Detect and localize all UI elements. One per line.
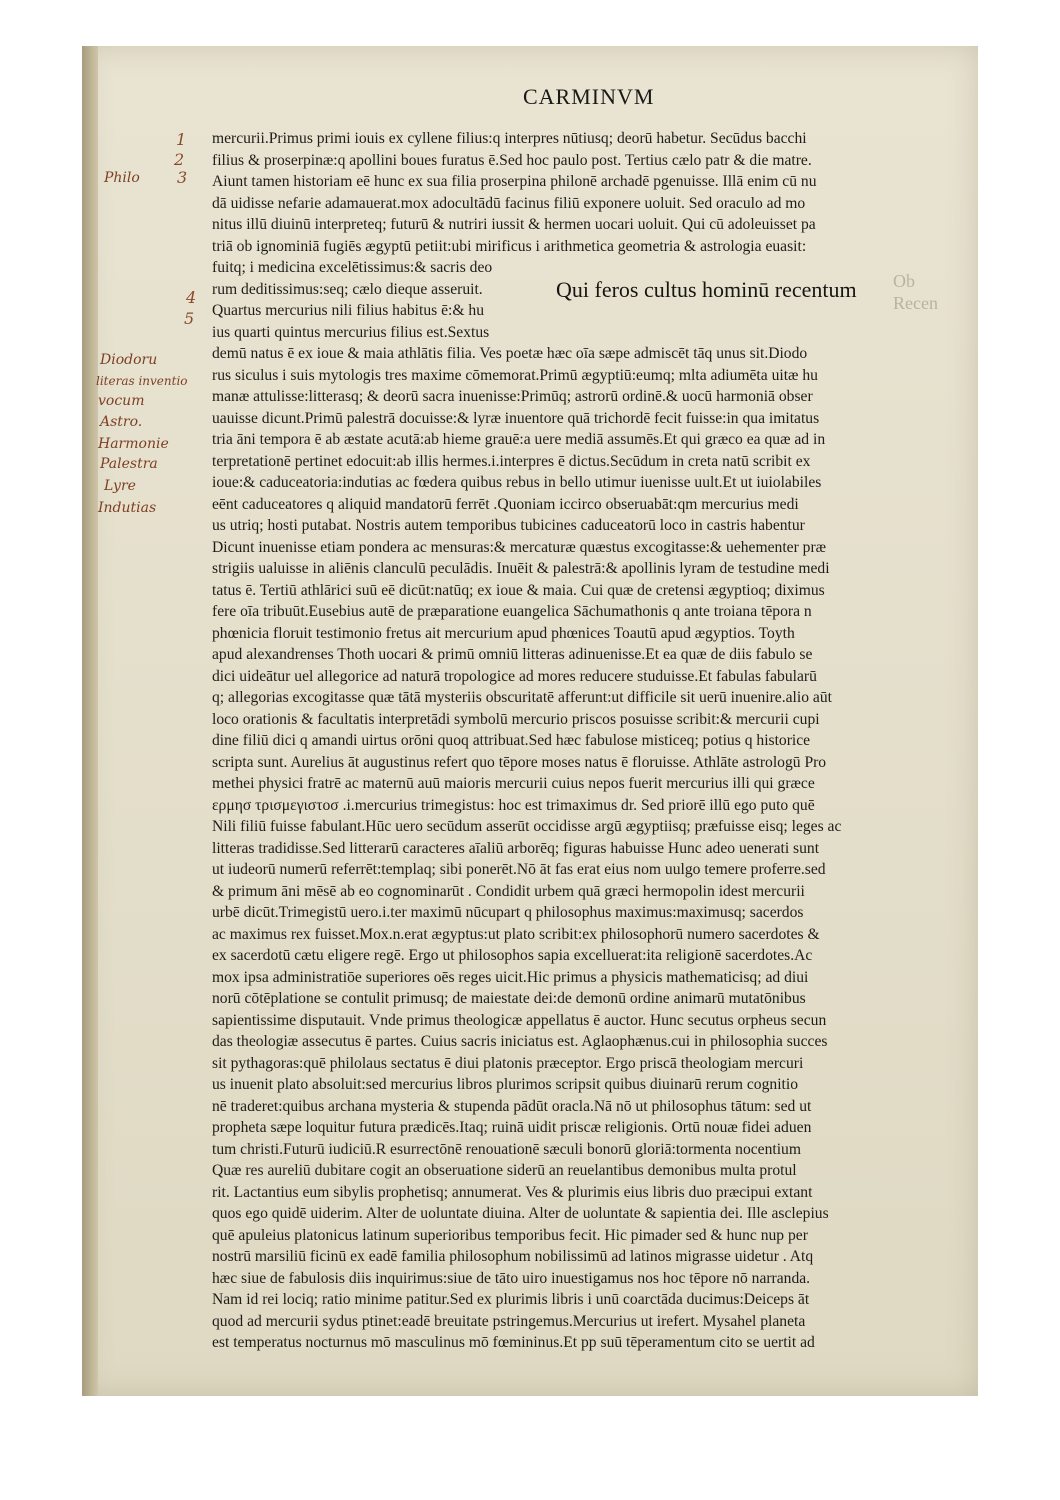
text-line: hæc siue de fabulosis diis inquirimus:siue de tāto uiro inuestigamus nos hoc tēpore nō narranda.	[212, 1269, 811, 1287]
text-line: est temperatus nocturnus mō masculinus mō fœmininus.Et pp suū tēperamentum cito se uertit ad	[212, 1334, 815, 1351]
text-line: fere oīa tribuūt.Eusebius autē de præparatione euangelica Sāchumathonis q ante troiana tēpora n	[212, 603, 812, 620]
text-line: urbē dicūt.Trimegistū uero.i.ter maximū nūcupart q philosophus maximus:maximusq; sacerdos	[212, 904, 804, 921]
text-line: tum christi.Futurū iudiciū.R esurrectōnē renouationē sæculi bonorū gloriā:tormenta nocentium	[212, 1140, 801, 1158]
text-line: nitus illū diuinū interpreteq; futurū & nutriri iussit & hermen uocari uoluit. Qui cū adoleuisset pa	[212, 216, 816, 233]
text-line: phœnicia floruit testimonio fretus ait mercurium apud phœnices Toautū apud ægyptios. Toyth	[212, 624, 795, 642]
text-line: & primum āni mēsē ab eo cognominarūt . Condidit urbem quā græci hermopolin idest mercurii	[212, 882, 805, 900]
text-line: litteras tradidisse.Sed litterarū caracteres aīaliū arborēq; figuras habuisse Hunc adeo uenerati sunt	[212, 839, 820, 857]
text-line: triā ob ignominiā fugiēs ægyptū petiit:ubi mirificus i arithmetica geometria & astrologia euasit:	[212, 237, 807, 255]
text-line: rit. Lactantius eum sibylis prophetisq; annumerat. Ves & plurimis eius libris duo præcipui extant	[212, 1183, 813, 1201]
text-line: sapientissime disputauit. Vnde primus theologicæ appellatus ē auctor. Hunc secutus orpheus secun	[212, 1011, 827, 1029]
text-line: methei physici fratrē ac maternū auū maioris mercurii cuius nepos fuerit mercurius illi qui græce	[212, 775, 815, 792]
margin-note: Philo	[104, 170, 140, 186]
text-line: rus siculus i suis mytologis tres maxime cōmemorat.Primū ægyptiū:eumq; mlta adiumēta uitæ hu	[212, 366, 818, 384]
text-line: strigiis ualuisse in aliēnis clanculū peculādis. Inuēit & palestrā:& apollinis lyram de testudine medi	[212, 560, 830, 577]
text-line: dici uideātur uel allegorice ad naturā tropologice ad mores reducere studuisse.Et fabulas fabularū	[212, 667, 817, 685]
text-line: quod ad mercurii sydus ptinet:eadē breuitate pstringemus.Mercurius ut irefert. Mysahel planeta	[212, 1312, 806, 1330]
margin-note: vocum	[98, 393, 145, 409]
text-line: das theologiæ assecutus ē partes. Cuius sacris iniciatus est. Aglaophænus.cui in philosophia succes	[212, 1033, 828, 1050]
text-line: rum deditissimus:seq; cælo dieque asseruit.	[212, 280, 483, 298]
text-line: Dicunt inuenisse etiam pondera ac mensuras:& mercaturæ quæstus excogitasse:& uehementer præ	[212, 538, 827, 556]
text-line: Aiunt tamen historiam eē hunc ex sua filia proserpina philonē archadē pgenuisse. Illā enim cū nu	[212, 173, 817, 190]
text-line: dā uidisse nefarie adamauerat.mox adocultādū facinus filiū exponere uoluit. Sed oraculo ad mo	[212, 194, 806, 212]
margin-note: Diodoru	[100, 352, 158, 368]
text-line: us utriq; hosti putabat. Nostris autem temporibus tubicines caduceatorū loco in castris habentur	[212, 517, 805, 534]
text-line: apud alexandrenses Thoth uocari & primū omniū litteras adinuenisse.Et ea quæ de diis fabulo se	[212, 646, 813, 663]
section-heading: Qui feros cultus hominū recentum	[556, 277, 857, 302]
text-line: Quæ res aureliū dubitare cogit an obseruatione siderū an reuelantibus demonibus multa protul	[212, 1162, 797, 1179]
text-line: tria āni tempora ē ab æstate acutā:ab hieme grauē:a uere mediā assumēs.Et qui græco ea quæ ad in	[212, 431, 826, 448]
margin-number: 1	[176, 130, 187, 149]
text-line: norū cōtēplatione se contulit primusq; de maiestate dei:de demonū ordine animarū mutatōnibus	[212, 990, 806, 1007]
body-text	[212, 128, 938, 1354]
text-line: scripta sunt. Aurelius āt augustinus refert quo tēpore moses natus ē floruisse. Athlāte astrologū Pro	[212, 753, 827, 771]
text-line: dine filiū dici q amandi uirtus orōni quoq attribuat.Sed hæc fabulose misticeq; potius q historice	[212, 732, 811, 749]
bleed-through-text: Ob Recen	[893, 271, 938, 313]
text-line: nē traderet:quibus archana mysteria & stupenda pādūt oracla.Nā nō ut philosophus tātum: sed ut	[212, 1097, 812, 1115]
text-line: propheta sæpe loquitur futura prædicēs.Itaq; ruinā uidit priscæ religionis. Ortū nouæ fidei aduen	[212, 1119, 812, 1136]
text-line: manæ attulisse:litterasq; & deorū sacra inuenisse:Primūq; astrorū ordinē.& uocū harmoniā obser	[212, 388, 813, 405]
margin-note: literas inventio	[96, 374, 188, 388]
text-line: mox ipsa administratiōe superiores oēs reges uicit.Hic primus a physicis mathematicisq; ad diui	[212, 968, 809, 986]
text-line: ac maximus rex fuisset.Mox.n.erat ægyptus:ut plato scribit:ex philosophorū numero sacerdotes &	[212, 925, 820, 943]
text-line: us inuenit plato absoluit:sed mercurius libros plurimos scripsit quibus diuinarū rerum cognitio	[212, 1076, 798, 1093]
text-line: filius & proserpinæ:q apollini boues furatus ē.Sed hoc paulo post. Tertius cælo patr & die matre.	[212, 151, 812, 169]
margin-note: Astro.	[100, 414, 143, 430]
text-line: terpretationē pertinet edocuit:ab illis hermes.i.interpres ē dictus.Secūdum in creta natū scribit ex	[212, 452, 811, 470]
text-line: nostrū marsiliū ficinū ex eadē familia philosophum nobilissimū ad latinos migrasse uidetur . Atq	[212, 1248, 814, 1265]
margin-number: 2	[174, 150, 185, 169]
margin-note: Lyre	[104, 478, 136, 494]
text-line: loco orationis & facultatis interpretādi symbolū mercurio priscos posuisse scribit:& mercurii cupi	[212, 710, 820, 728]
margin-number: 5	[184, 309, 195, 328]
text-line: Nam id rei lociq; ratio minime patitur.Sed ex plurimis libris i unū coarctāda ducimus:Deiceps āt	[212, 1291, 810, 1308]
page-binding-edge	[82, 46, 98, 1396]
running-header: CARMINVM	[523, 84, 655, 109]
text-line: q; allegorias excogitasse quæ tātā mysteriis obscuritatē afferunt:ut difficile sit uerū inuenire.alio aūt	[212, 689, 832, 706]
text-line: uauisse dicunt.Primū palestrā docuisse:& lyræ inuentore quā trichordē fecit fuisse:in qua imitatus	[212, 409, 820, 427]
text-line: eēnt caduceatores q aliquid mandatorū ferrēt .Quoniam iccirco obseruabāt:qm mercurius medi	[212, 495, 799, 513]
text-line: demū natus ē ex ioue & maia athlātis filia. Ves poetæ hæc oīa sæpe admiscēt tāq unus sit.Diodo	[212, 345, 808, 362]
text-line: Nili filiū fuisse fabulant.Hūc uero secūdum asserūt occidisse argū ægyptiisq; præfuisse eisq; leges ac	[212, 818, 842, 835]
margin-number: 3	[177, 168, 188, 187]
text-line: ερμησ τρισμεγιστοσ .i.mercurius trimegistus: hoc est trimaximus dr. Sed priorē illū ego puto quē	[212, 796, 815, 814]
margin-number: 4	[186, 288, 197, 307]
text-line: quos ego quidē uiderim. Alter de uoluntate diuina. Alter de uoluntate & sapientia dei. Ille asclepius	[212, 1205, 829, 1222]
text-line: fuitq; i medicina excelētissimus:& sacris deo	[212, 259, 493, 276]
margin-note: Harmonie	[98, 436, 169, 452]
text-line: ut iudeorū numerū referrēt:templaq; sibi ponerēt.Nō āt fas erat eius nom uulgo temere proferre.sed	[212, 861, 826, 878]
text-line: Quartus mercurius nili filius habitus ē:& hu	[212, 302, 484, 319]
margin-note: Indutias	[98, 500, 157, 516]
text-line: ius quarti quintus mercurius filius est.Sextus	[212, 323, 490, 341]
margin-note: Palestra	[100, 456, 158, 472]
text-line: mercurii.Primus primi iouis ex cyllene filius:q interpres nūtiusq; deorū habetur. Secūdus bacchi	[212, 130, 807, 147]
text-line: ex sacerdotū cætu eligere regē. Ergo ut philosophos sapia excelluerat:ita religionē sacerdotes.Ac	[212, 947, 813, 964]
text-line: tatus ē. Tertiū athlārici suū eē dicūt:natūq; ex ioue & maia. Cui quæ de cretensi ægyptioq; diximus	[212, 581, 825, 599]
text-line: sit pythagoras:quē philolaus sectatus ē diui platonis præceptor. Ergo priscā theologiam mercuri	[212, 1054, 804, 1072]
text-line: ioue:& caduceatoria:indutias ac fœdera quibus rebus in bello utimur iuenisse uult.Et ut iuiolabiles	[212, 474, 822, 491]
text-line: quē apuleius platonicus latinum superioribus temporibus fecit. Hic pimader sed & hunc nup per	[212, 1226, 808, 1244]
